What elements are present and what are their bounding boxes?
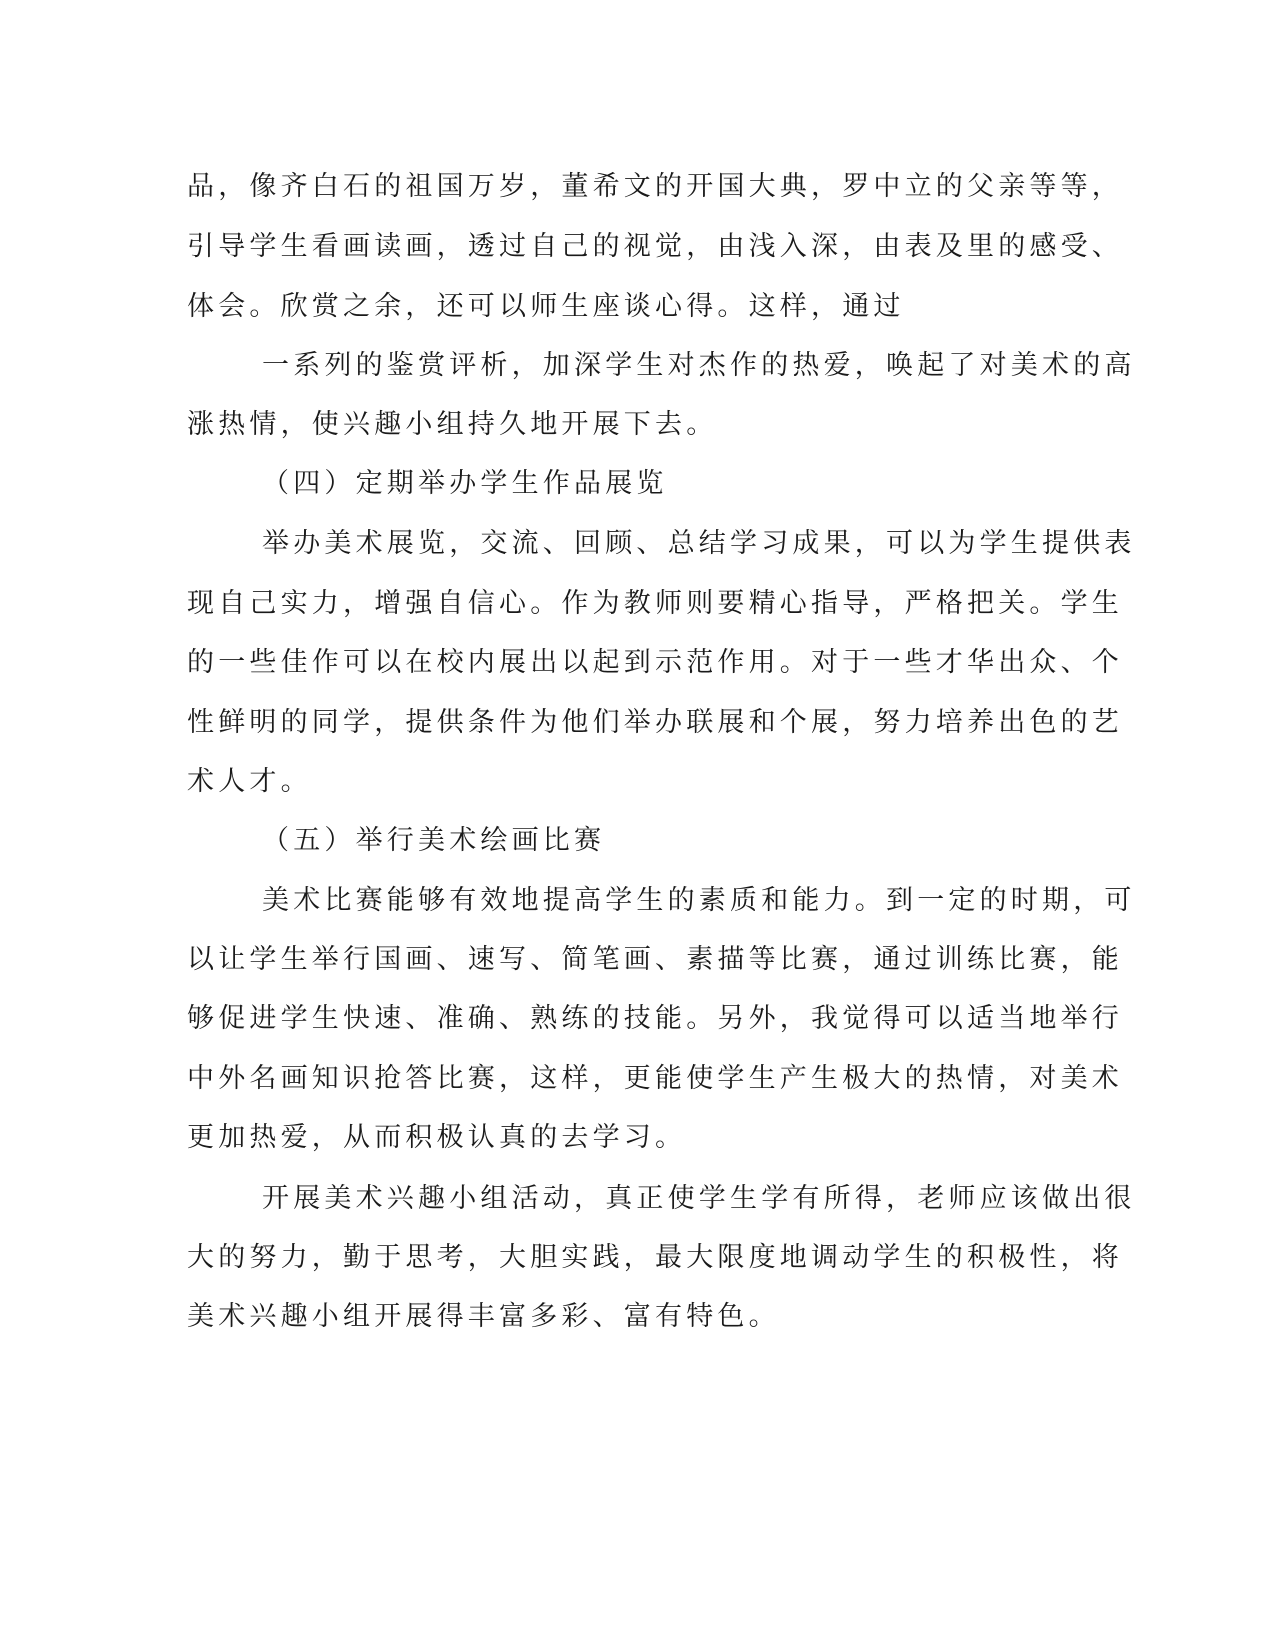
text-line: 现自己实力，增强自信心。作为教师则要精心指导，严格把关。学生 [187, 588, 1123, 619]
section-heading: （四）定期举办学生作品展览 [262, 468, 668, 499]
text-line: 中外名画知识抢答比赛，这样，更能使学生产生极大的热情，对美术 [187, 1063, 1123, 1094]
text-line: 引导学生看画读画，透过自己的视觉，由浅入深，由表及里的感受、 [187, 231, 1123, 262]
text-line: 性鲜明的同学，提供条件为他们举办联展和个展，努力培养出色的艺 [187, 707, 1123, 738]
text-line: 举办美术展览，交流、回顾、总结学习成果，可以为学生提供表 [262, 528, 1136, 559]
text-line: 术人才。 [187, 766, 312, 797]
text-line: 美术比赛能够有效地提高学生的素质和能力。到一定的时期，可 [262, 885, 1136, 916]
section-heading: （五）举行美术绘画比赛 [262, 825, 606, 856]
text-line: 体会。欣赏之余，还可以师生座谈心得。这样，通过 [187, 291, 905, 322]
text-line: 的一些佳作可以在校内展出以起到示范作用。对于一些才华出众、个 [187, 647, 1123, 678]
text-line: 更加热爱，从而积极认真的去学习。 [187, 1122, 687, 1153]
text-line: 涨热情，使兴趣小组持久地开展下去。 [187, 409, 718, 440]
text-line: 大的努力，勤于思考，大胆实践，最大限度地调动学生的积极性，将 [187, 1242, 1123, 1273]
text-line: 以让学生举行国画、速写、简笔画、素描等比赛，通过训练比赛，能 [187, 944, 1123, 975]
text-line: 开展美术兴趣小组活动，真正使学生学有所得，老师应该做出很 [262, 1183, 1136, 1214]
text-line: 品，像齐白石的祖国万岁，董希文的开国大典，罗中立的父亲等等， [187, 171, 1123, 202]
text-line: 一系列的鉴赏评析，加深学生对杰作的热爱，唤起了对美术的高 [262, 350, 1136, 381]
text-line: 美术兴趣小组开展得丰富多彩、富有特色。 [187, 1301, 780, 1332]
text-line: 够促进学生快速、准确、熟练的技能。另外，我觉得可以适当地举行 [187, 1003, 1123, 1034]
